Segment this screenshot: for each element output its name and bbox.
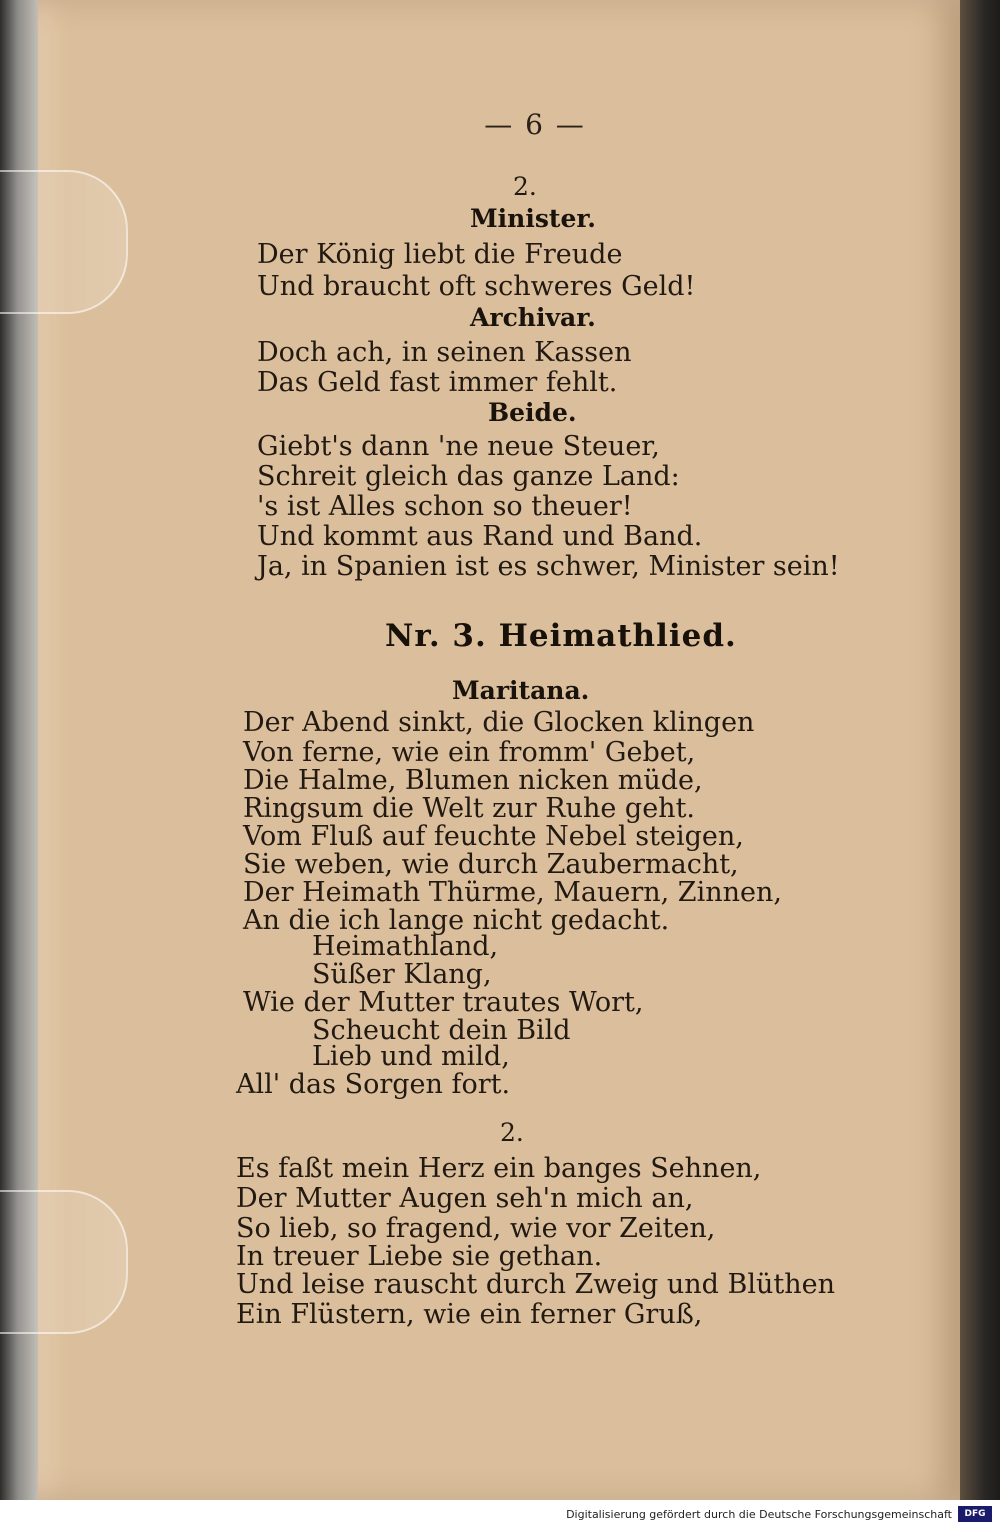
- stanza-number: 2.: [500, 1118, 524, 1147]
- stanza-number: 2.: [513, 172, 537, 201]
- role-beide: Beide.: [488, 398, 577, 427]
- holder-clip-top: [0, 170, 128, 314]
- verse-line: Schreit gleich das ganze Land:: [257, 461, 680, 492]
- verse-line: Von ferne, wie ein fromm' Gebet,: [243, 737, 696, 768]
- verse-line: All' das Sorgen fort.: [236, 1069, 511, 1100]
- verse-line: Ja, in Spanien ist es schwer, Minister sein!: [257, 551, 840, 582]
- verse-line: Und braucht oft schweres Geld!: [257, 271, 696, 302]
- verse-line: Die Halme, Blumen nicken müde,: [243, 765, 703, 796]
- verse-line: Heimathland,: [312, 931, 499, 962]
- verse-line: Vom Fluß auf feuchte Nebel steigen,: [243, 821, 744, 852]
- page-edge: [960, 0, 1000, 1500]
- verse-line: Lieb und mild,: [312, 1041, 510, 1072]
- verse-line: Scheucht dein Bild: [312, 1015, 571, 1046]
- dfg-logo-icon: DFG: [958, 1506, 992, 1522]
- verse-line: Und leise rauscht durch Zweig und Blüthen: [236, 1269, 836, 1300]
- verse-line: Das Geld fast immer fehlt.: [257, 367, 618, 398]
- verse-line: Süßer Klang,: [312, 959, 492, 990]
- holder-clip-bottom: [0, 1190, 128, 1334]
- footer-credit: Digitalisierung gefördert durch die Deutsche Forschungsgemeinschaft: [566, 1508, 952, 1521]
- verse-line: Der Heimath Thürme, Mauern, Zinnen,: [243, 877, 782, 908]
- verse-line: In treuer Liebe sie gethan.: [236, 1241, 603, 1272]
- song-title: Nr. 3. Heimathlied.: [385, 618, 737, 654]
- verse-line: An die ich lange nicht gedacht.: [243, 905, 670, 936]
- verse-line: Der König liebt die Freude: [257, 239, 623, 270]
- verse-line: Der Mutter Augen seh'n mich an,: [236, 1183, 694, 1214]
- verse-line: Wie der Mutter trautes Wort,: [243, 987, 644, 1018]
- page-number: — 6 —: [484, 108, 586, 141]
- role-maritana: Maritana.: [452, 676, 590, 705]
- role-minister: Minister.: [470, 204, 596, 233]
- verse-line: Ein Flüstern, wie ein ferner Gruß,: [236, 1299, 703, 1330]
- verse-line: Der Abend sinkt, die Glocken klingen: [243, 707, 755, 738]
- verse-line: Giebt's dann 'ne neue Steuer,: [257, 431, 660, 462]
- footer-bar: [0, 1500, 1000, 1529]
- verse-line: Sie weben, wie durch Zaubermacht,: [243, 849, 739, 880]
- verse-line: Es faßt mein Herz ein banges Sehnen,: [236, 1153, 762, 1184]
- verse-line: Und kommt aus Rand und Band.: [257, 521, 703, 552]
- verse-line: 's ist Alles schon so theuer!: [257, 491, 633, 522]
- role-archivar: Archivar.: [470, 303, 596, 332]
- verse-line: So lieb, so fragend, wie vor Zeiten,: [236, 1213, 716, 1244]
- verse-line: Doch ach, in seinen Kassen: [257, 337, 632, 368]
- verse-line: Ringsum die Welt zur Ruhe geht.: [243, 793, 695, 824]
